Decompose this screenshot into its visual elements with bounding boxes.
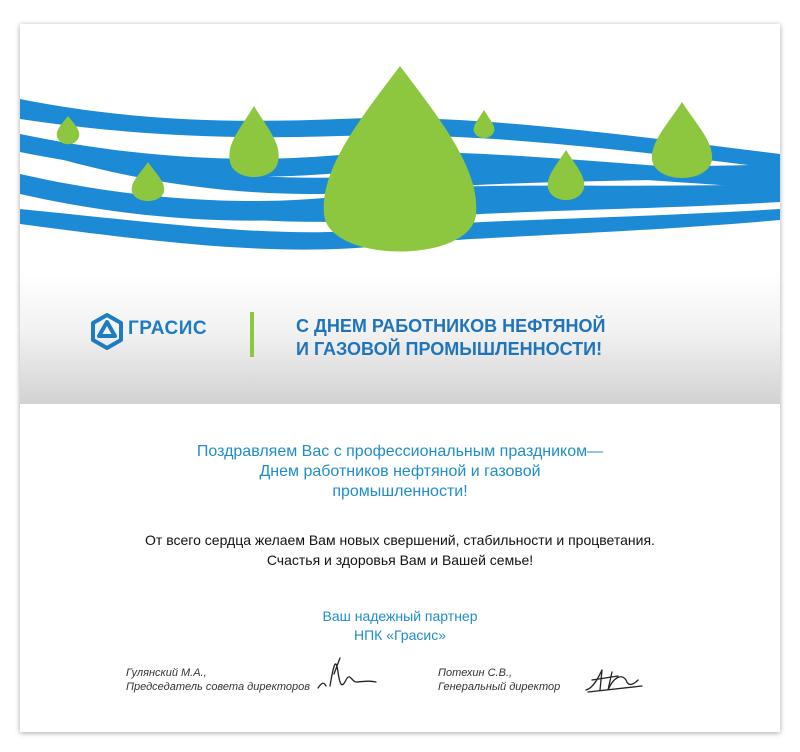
headline-line: С ДНЕМ РАБОТНИКОВ НЕФТЯНОЙ (296, 316, 606, 336)
logo-text: ГРАСИС (128, 318, 208, 339)
greeting-line: Днем работников нефтяной и газовой (259, 463, 541, 480)
handwritten-signature (582, 666, 648, 696)
headline-line: И ГАЗОВОЙ ПРОМЫШЛЕННОСТИ! (296, 339, 603, 359)
signer-title: Генеральный директор (438, 681, 561, 693)
greeting-line: Поздравляем Вас с профессиональным праздником— (196, 443, 604, 460)
handwritten-signature (316, 652, 386, 692)
partner-line: Ваш надежный партнер (322, 608, 478, 624)
wishes-line: От всего сердца желаем Вам новых свершений, стабильности и процветания. (145, 532, 655, 548)
wishes-text (20, 530, 780, 570)
oil-drop-icon (474, 110, 495, 138)
divider (250, 312, 254, 357)
signer-title: Председатель совета директоров (126, 681, 311, 693)
oil-drop-icon (652, 102, 712, 178)
signer-name: Потехин С.В., (438, 667, 513, 679)
wave-decoration (20, 24, 780, 284)
headline (296, 315, 756, 361)
oil-drop-icon (229, 106, 278, 177)
oil-drop-icon (548, 150, 585, 200)
greeting-card (20, 24, 780, 732)
signer-name: Гулянский М.А., (126, 667, 207, 679)
partner-line: НПК «Грасис» (354, 627, 446, 643)
greeting-text (20, 442, 780, 502)
signature-block-director (438, 666, 560, 694)
grasis-logo-icon (88, 312, 126, 352)
signature-block-chairman (126, 666, 310, 694)
partner-text (20, 607, 780, 645)
greeting-line: промышленности! (332, 483, 468, 500)
wishes-line: Счастья и здоровья Вам и Вашей семье! (266, 552, 534, 568)
oil-drop-icon (324, 66, 477, 252)
grasis-logo (88, 312, 213, 352)
